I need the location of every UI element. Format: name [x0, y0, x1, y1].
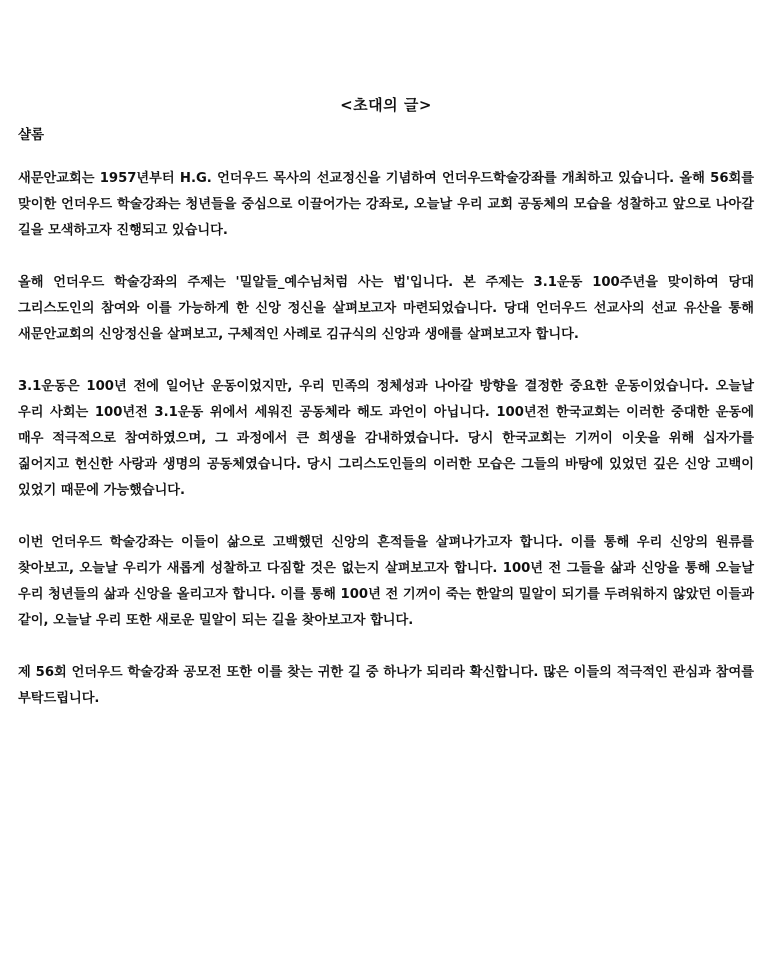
paragraph-purpose: 이번 언더우드 학술강좌는 이들이 삶으로 고백했던 신앙의 흔적들을 살펴나가고자 합니다. 이를 통해 우리 신앙의 원류를 찾아보고, 오늘날 우리가 새롭게 성찰하고 다짐할 것은 없는지 살펴보고자 합니다. 100년 전 그들을 삶과 신앙을 통해 오늘날 우리 청년들의 삶과 신앙을 올리고자 합니다. 이를 통해 100년 전 기꺼이 죽는 한알의 밀알이 되기를 두려워하지 않았던 이들과 같이, 오늘날 우리 또한 새로운 밀알이 되는 길을 찾아보고자 합니다. [18, 535, 754, 628]
greeting: 샬롬 [18, 127, 45, 143]
letter-title: <초대의 글> [340, 96, 432, 114]
paragraph-closing: 제 56회 언더우드 학술강좌 공모전 또한 이를 찾는 귀한 길 중 하나가 되리라 확신합니다. 많은 이들의 적극적인 관심과 참여를 부탁드립니다. [18, 665, 754, 706]
paragraph-history: 3.1운동은 100년 전에 일어난 운동이었지만, 우리 민족의 정체성과 나아갈 방향을 결정한 중요한 운동이었습니다. 오늘날 우리 사회는 100년전 3.1운동 위에서 세워진 공동체라 해도 과언이 아닙니다. 100년전 한국교회는 이러한 중대한 운동에 매우 적극적으로 참여하였으며, 그 과정에서 큰 희생을 감내하였습니다. 당시 한국교회는 기꺼이 이웃을 위해 십자가를 짊어지고 헌신한 사랑과 생명의 공동체였습니다. 당시 그리스도인들의 이러한 모습은 그들의 바탕에 있었던 깊은 신앙 고백이 있었기 때문에 가능했습니다. [18, 379, 754, 498]
paragraph-intro: 새문안교회는 1957년부터 H.G. 언더우드 목사의 선교정신을 기념하여 언더우드학술강좌를 개최하고 있습니다. 올해 56회를 맞이한 언더우드 학술강좌는 청년들을 중심으로 이끌어가는 강좌로, 오늘날 우리 교회 공동체의 모습을 성찰하고 앞으로 나아갈 길을 모색하고자 진행되고 있습니다. [18, 171, 754, 238]
invitation-letter [18, 90, 754, 738]
paragraph-theme: 올해 언더우드 학술강좌의 주제는 '밀알들_예수님처럼 사는 법'입니다. 본 주제는 3.1운동 100주년을 맞이하여 당대 그리스도인의 참여와 이를 가능하게 한 신앙 정신을 살펴보고자 마련되었습니다. 당대 언더우드 선교사의 선교 유산을 통해 새문안교회의 신앙정신을 살펴보고, 구체적인 사례로 김규식의 신앙과 생애를 살펴보고자 합니다. [18, 275, 754, 342]
